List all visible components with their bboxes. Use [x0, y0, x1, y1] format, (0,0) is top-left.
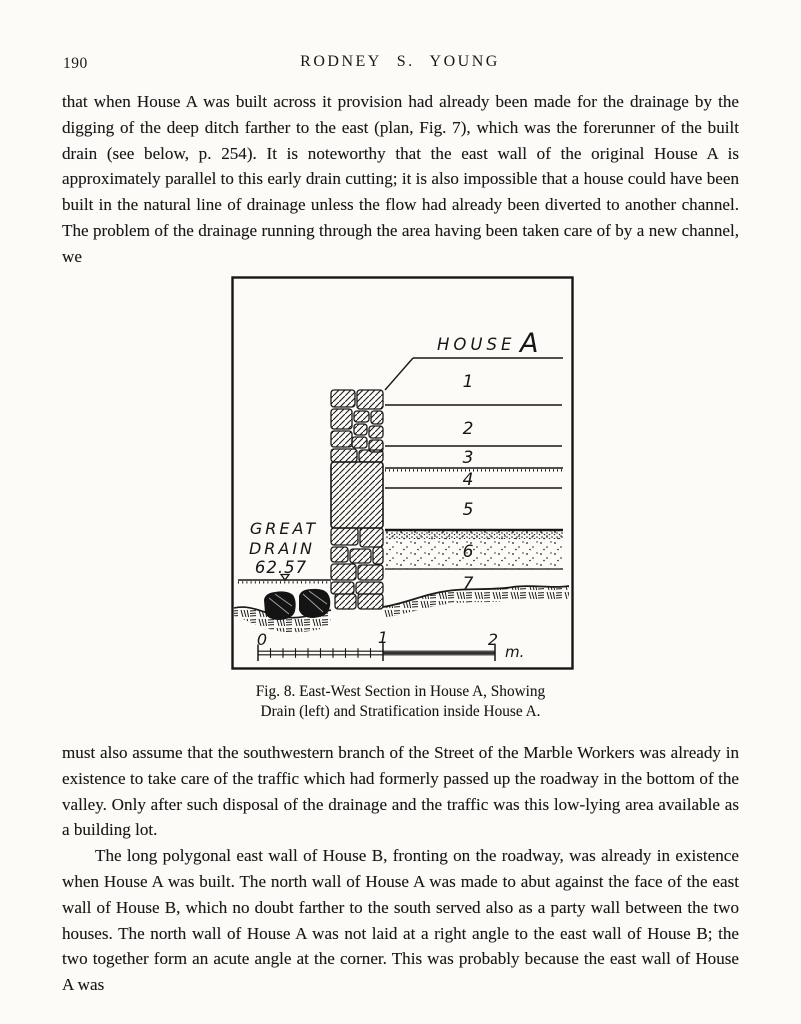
- scale-bar: [258, 642, 495, 661]
- running-header: [62, 53, 738, 75]
- layer-label-4: 4: [462, 470, 474, 490]
- running-head-title: RODNEY S. YOUNG: [300, 53, 500, 70]
- house-wall-masonry: [331, 390, 383, 609]
- paragraph-3: The long polygonal east wall of House B, fronting on the roadway, was already in existence when House A was built. The north wall of House A was made to abut against the face of the east wall of House B, which no doubt farther to the south served also as a party wall between the two houses. The north wall of House A was not laid at a right angle to the east wall of House B; the two together form an acute angle at the corner. This was probably because the east wall of House A was: [62, 846, 739, 995]
- layer-label-2: 2: [462, 419, 474, 439]
- scale-label-0: 0: [256, 630, 268, 649]
- great-drain-label-line2: DRAIN: [248, 539, 316, 558]
- scale-unit-label: m.: [505, 643, 525, 661]
- layer-label-1: 1: [462, 372, 474, 392]
- figure-caption: [0, 682, 801, 721]
- layer-label-7: 7: [462, 574, 474, 594]
- bedrock-right: [383, 586, 569, 618]
- figure-caption-line2: Drain (left) and Stratification inside House A.: [260, 702, 541, 720]
- scale-label-2: 2: [487, 630, 499, 649]
- drain-elevation-value: 62.57: [254, 558, 308, 577]
- floor-break-line: [385, 358, 413, 390]
- strata-lines: [385, 358, 563, 488]
- layer-label-6: 6: [462, 542, 474, 562]
- layer-label-3: 3: [462, 448, 474, 468]
- great-drain-label-line1: GREAT: [249, 519, 319, 538]
- page-number: 190: [63, 55, 88, 72]
- section-drawing-svg: [231, 276, 574, 671]
- figure-8-drawing: [231, 276, 574, 671]
- paragraph-1: that when House A was built across it provision had already been made for the drainage by the digging of the deep ditch farther to the east (plan, Fig. 7), which was the forerunner of the built drain (see below, p. 254). It is noteworthy that the east wall of the original House A is approximately parallel to this early drain cutting; it is also impossible that a house could have been built in the natural line of drainage unless the flow had already been diverted to another channel. The problem of the drainage running through the area having been taken care of by a new channel, we: [62, 92, 739, 266]
- layer6-stipple-band: [385, 530, 563, 569]
- lower-text-block: [62, 740, 739, 998]
- house-a-label: HOUSE: [437, 335, 516, 354]
- layer-label-5: 5: [462, 500, 474, 520]
- scale-label-1: 1: [377, 628, 389, 647]
- house-a-letter: A: [520, 328, 539, 359]
- drain-cover-stones: [264, 589, 330, 620]
- ashlar-block: [331, 462, 383, 528]
- figure-caption-line1: Fig. 8. East-West Section in House A, Showing: [255, 683, 546, 700]
- paragraph-2: must also assume that the southwestern branch of the Street of the Marble Workers was already in existence to take care of the traffic which had formerly passed up the roadway in the bottom of the valley. Only after such disposal of the drainage and the traffic was this low-lying area available as a building lot.: [62, 743, 739, 840]
